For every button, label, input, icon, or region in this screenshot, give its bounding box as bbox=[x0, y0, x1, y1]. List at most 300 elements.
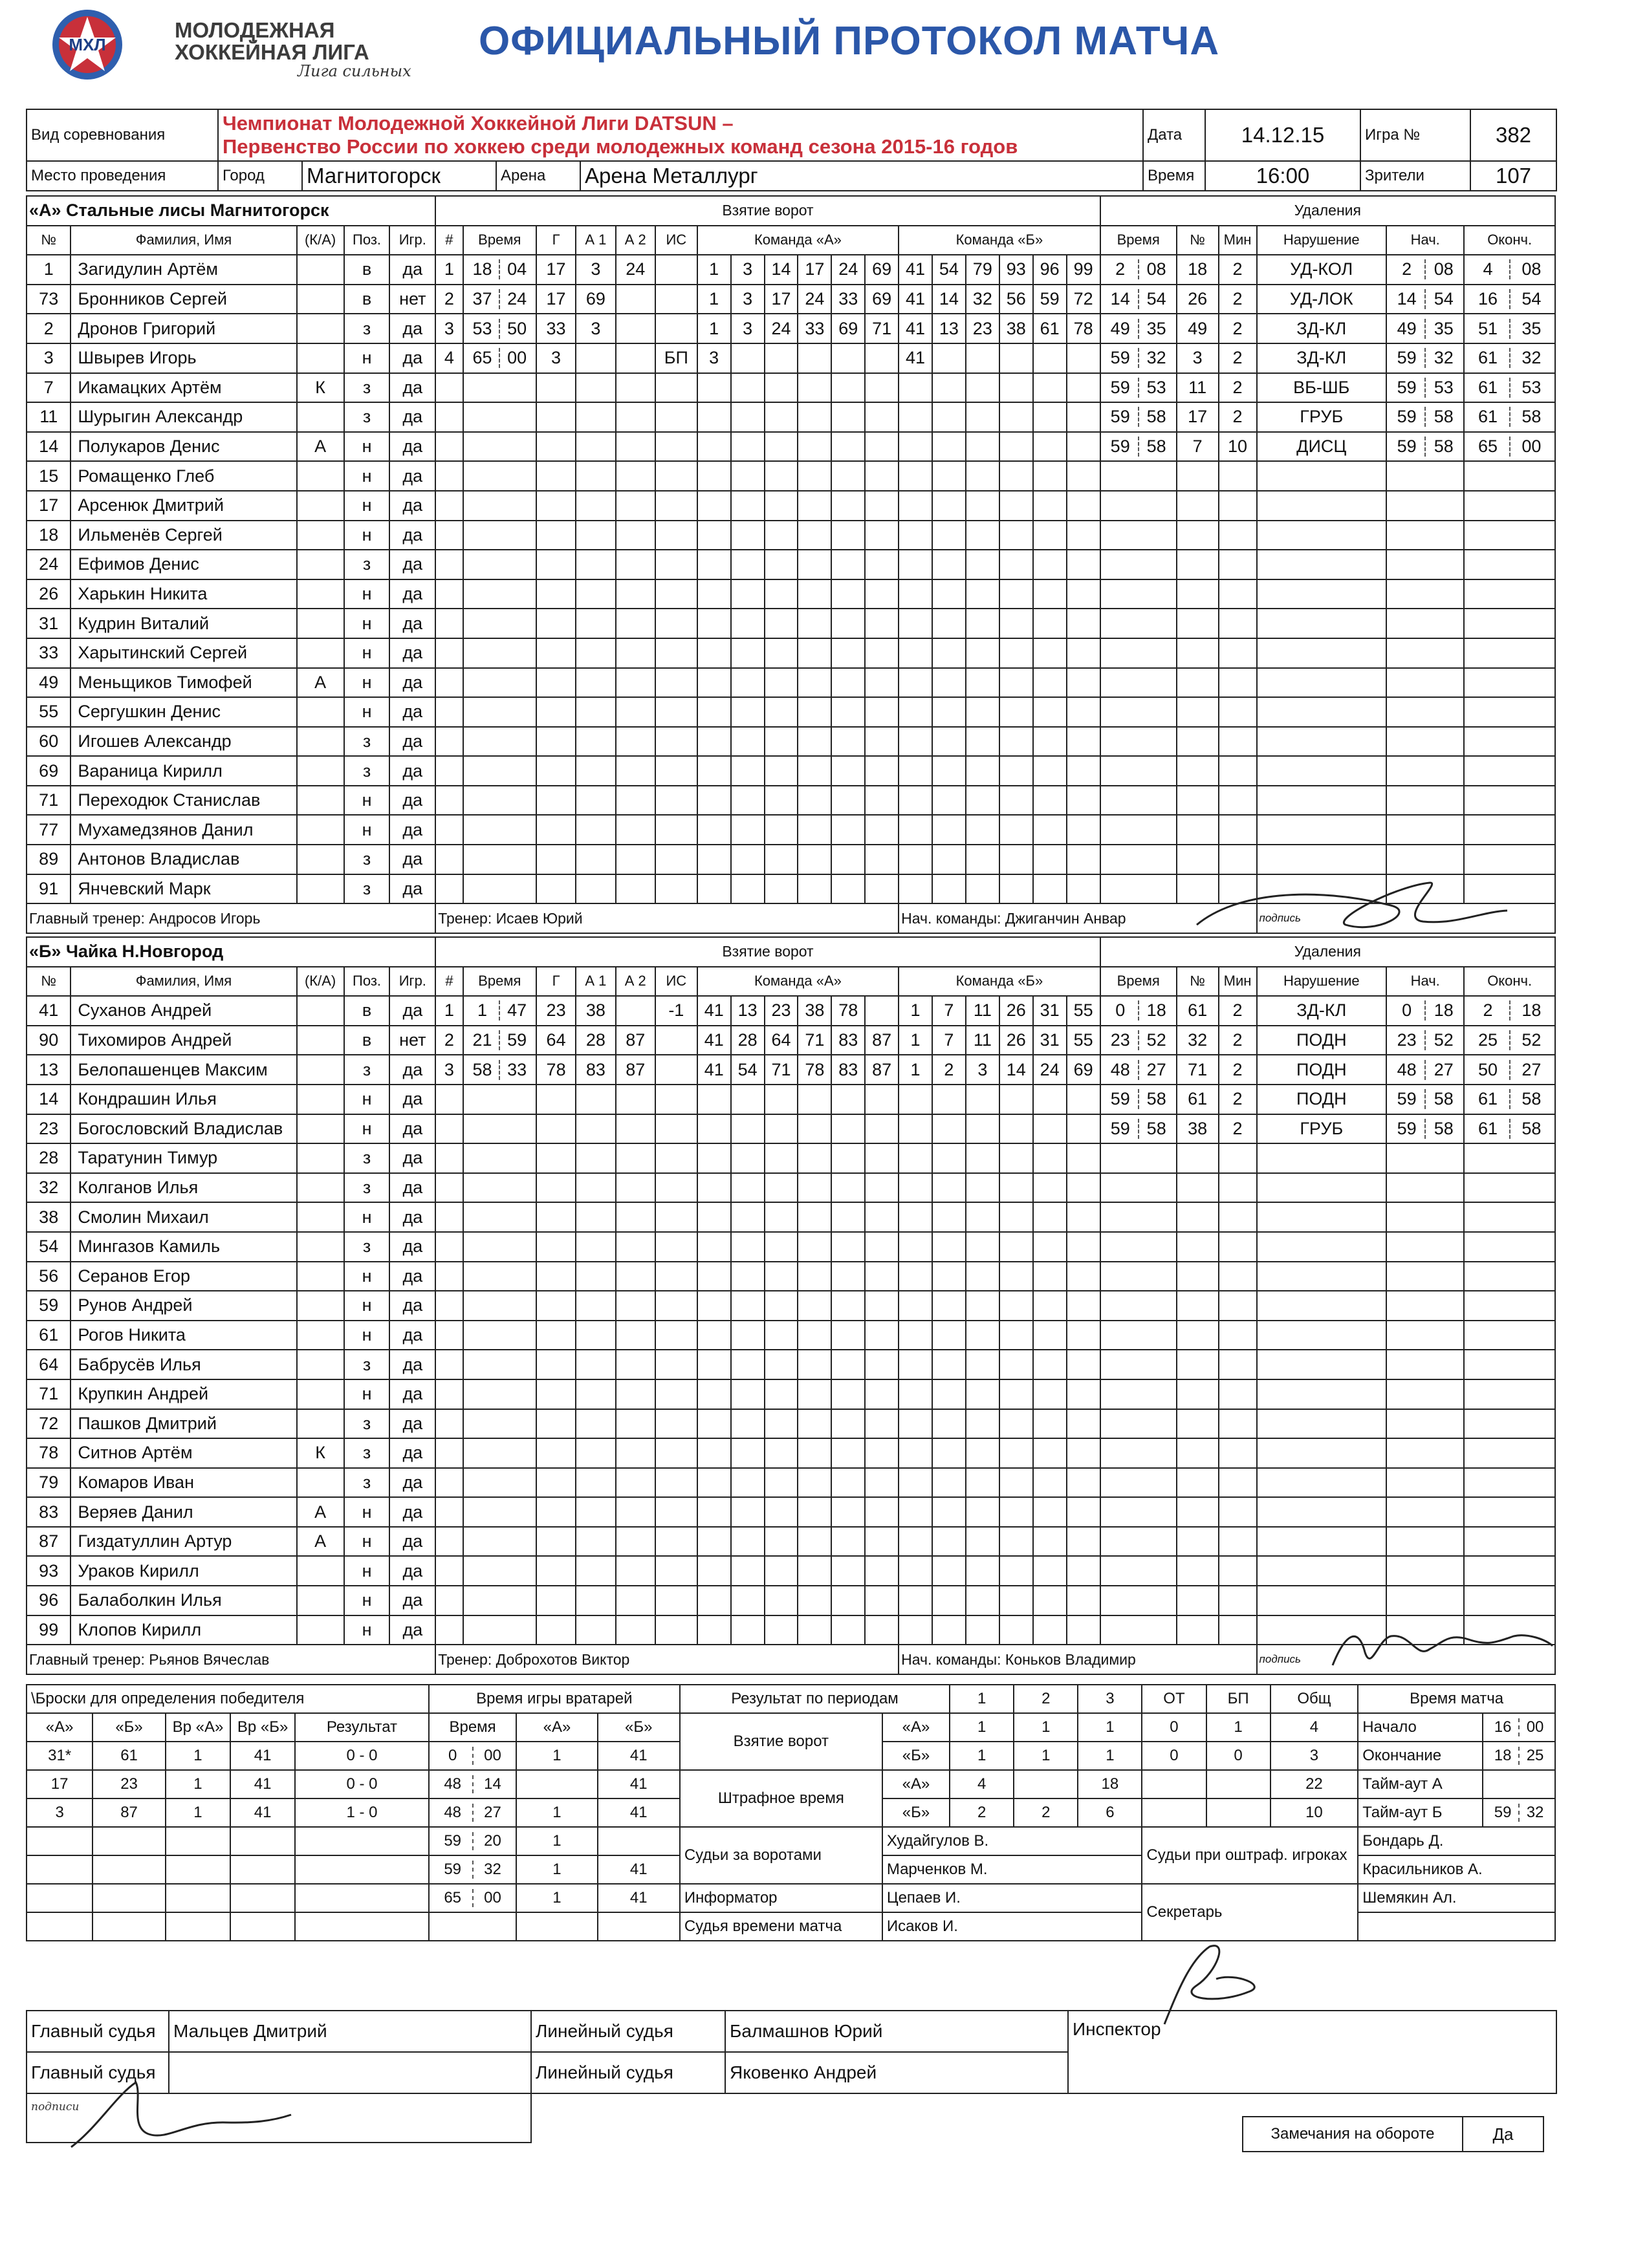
goal-number bbox=[435, 1468, 463, 1498]
pen-end-wrap bbox=[1467, 1439, 1553, 1467]
pen-time-wrap bbox=[1103, 1291, 1174, 1320]
onice-cell bbox=[731, 1438, 765, 1468]
pen-end bbox=[1464, 491, 1555, 521]
onice-cell bbox=[966, 1615, 999, 1645]
onice-cell bbox=[899, 1468, 932, 1498]
pen-start-wrap bbox=[1389, 374, 1461, 402]
onice-cell bbox=[865, 1586, 899, 1615]
onice-cell bbox=[1033, 845, 1067, 874]
onice-a bbox=[831, 343, 865, 373]
goal-cell bbox=[655, 1232, 697, 1262]
player-name: Рунов Андрей bbox=[71, 1291, 296, 1321]
goals-a: 1 bbox=[1206, 1713, 1271, 1742]
player-row bbox=[27, 786, 1555, 815]
goal-assist-1: 38 bbox=[576, 996, 615, 1026]
pen-start-wrap bbox=[1389, 997, 1461, 1025]
player-played: да bbox=[389, 1232, 435, 1262]
player-number: 91 bbox=[27, 874, 71, 904]
linesman-label-2: Линейный судья bbox=[531, 2052, 725, 2093]
team-b-table bbox=[26, 936, 1556, 1675]
onice-cell bbox=[697, 1202, 731, 1232]
player-role bbox=[297, 1143, 344, 1173]
onice-cell bbox=[697, 1173, 731, 1203]
goal-cell bbox=[576, 1379, 615, 1409]
pen-start bbox=[1386, 1143, 1464, 1173]
goal-time-wrap bbox=[466, 462, 534, 490]
player-number: 33 bbox=[27, 638, 71, 668]
onice-cell bbox=[798, 461, 831, 491]
onice-cell bbox=[697, 1527, 731, 1557]
onice-b: 13 bbox=[932, 314, 966, 343]
goal-time-wrap bbox=[466, 875, 534, 903]
pen-start-wrap bbox=[1389, 728, 1461, 756]
goal-number bbox=[435, 402, 463, 432]
pen-end-sec: 00 bbox=[1521, 437, 1542, 457]
spectators: 107 bbox=[1470, 161, 1556, 191]
onice-a: 17 bbox=[798, 255, 831, 285]
goal-cell bbox=[616, 1143, 655, 1173]
pen-end bbox=[1464, 815, 1555, 845]
goal-cell bbox=[616, 432, 655, 462]
pen-time bbox=[1100, 874, 1177, 904]
goal-number bbox=[435, 1202, 463, 1232]
onice-cell bbox=[899, 697, 932, 727]
team-b-label: «Б» bbox=[882, 1742, 950, 1770]
goal-number bbox=[435, 874, 463, 904]
pen-start bbox=[1386, 1085, 1464, 1114]
pen-start-sec: 54 bbox=[1434, 289, 1454, 309]
pen-end bbox=[1464, 343, 1555, 373]
onice-a: 87 bbox=[865, 1026, 899, 1055]
timeout-b bbox=[1483, 1798, 1555, 1827]
pen-time-wrap bbox=[1103, 728, 1174, 756]
player-row bbox=[27, 1438, 1555, 1468]
goal-time bbox=[463, 432, 536, 462]
onice-cell bbox=[697, 461, 731, 491]
pen-minutes bbox=[1219, 1379, 1257, 1409]
pen-player bbox=[1177, 521, 1219, 550]
shootout-header: «А» bbox=[27, 1713, 93, 1742]
onice-cell bbox=[831, 727, 865, 757]
onice-cell bbox=[966, 786, 999, 815]
player-row bbox=[27, 1379, 1555, 1409]
team-a-table bbox=[26, 195, 1556, 934]
onice-cell bbox=[765, 1173, 798, 1203]
goals-title: Взятие ворот bbox=[435, 937, 1100, 967]
onice-cell bbox=[1033, 1438, 1067, 1468]
secretary-sign bbox=[1358, 1912, 1555, 1941]
pen-minutes bbox=[1219, 1468, 1257, 1498]
player-number: 13 bbox=[27, 1055, 71, 1085]
pen-minutes bbox=[1219, 1143, 1257, 1173]
player-position: з bbox=[344, 1232, 390, 1262]
onice-cell bbox=[831, 1173, 865, 1203]
goal-number bbox=[435, 1586, 463, 1615]
onice-cell bbox=[966, 727, 999, 757]
goal-cell bbox=[655, 1379, 697, 1409]
pen-violation bbox=[1257, 579, 1387, 609]
goal-cell bbox=[576, 461, 615, 491]
onice-cell bbox=[932, 756, 966, 786]
onice-a: 14 bbox=[765, 255, 798, 285]
player-name: Сергушкин Денис bbox=[71, 697, 296, 727]
goal-time-wrap bbox=[466, 639, 534, 667]
pen-time-wrap bbox=[1103, 1350, 1174, 1379]
onice-cell bbox=[999, 579, 1033, 609]
onice-b: 72 bbox=[1067, 285, 1100, 314]
goal-time-wrap bbox=[466, 1350, 534, 1379]
shootout-cell bbox=[295, 1827, 429, 1855]
onice-b: 32 bbox=[966, 285, 999, 314]
onice-b: 1 bbox=[899, 996, 932, 1026]
pen-player: 38 bbox=[1177, 1114, 1219, 1144]
player-name: Ситнов Артём bbox=[71, 1438, 296, 1468]
onice-cell bbox=[731, 491, 765, 521]
onice-cell bbox=[865, 1262, 899, 1291]
goalie-time-sec: 27 bbox=[484, 1804, 501, 1821]
goal-situation: -1 bbox=[655, 996, 697, 1026]
player-name: Ураков Кирилл bbox=[71, 1556, 296, 1586]
onice-cell bbox=[831, 1409, 865, 1439]
onice-cell bbox=[798, 1291, 831, 1321]
goal-time-wrap bbox=[466, 255, 534, 284]
pen-end-wrap bbox=[1467, 815, 1553, 844]
onice-cell bbox=[1033, 1350, 1067, 1379]
onice-cell bbox=[932, 1291, 966, 1321]
onice-cell bbox=[697, 1143, 731, 1173]
pen-end-min: 2 bbox=[1467, 1000, 1510, 1021]
venue-table bbox=[26, 160, 1557, 191]
onice-b: 96 bbox=[1033, 255, 1067, 285]
goal-cell bbox=[655, 1143, 697, 1173]
pen-start bbox=[1386, 1291, 1464, 1321]
player-number: 18 bbox=[27, 521, 71, 550]
assist2-header: А 2 bbox=[616, 226, 655, 255]
player-position: н bbox=[344, 579, 390, 609]
onice-cell bbox=[966, 1409, 999, 1439]
player-played: да bbox=[389, 1321, 435, 1350]
goalie-time bbox=[429, 1770, 517, 1798]
shootout-cell: 1 bbox=[166, 1742, 230, 1770]
goal-time-sec: 04 bbox=[507, 259, 527, 279]
onice-cell bbox=[1067, 1438, 1100, 1468]
onice-cell bbox=[798, 432, 831, 462]
player-played: да bbox=[389, 1143, 435, 1173]
onice-cell bbox=[899, 373, 932, 403]
goal-scorer: 17 bbox=[536, 285, 576, 314]
onice-cell bbox=[765, 521, 798, 550]
player-name: Ромащенко Глеб bbox=[71, 461, 296, 491]
onice-cell bbox=[1067, 1291, 1100, 1321]
onice-cell bbox=[966, 1232, 999, 1262]
goal-time-wrap bbox=[466, 997, 534, 1025]
pim-b bbox=[1142, 1798, 1206, 1827]
goal-time bbox=[463, 461, 536, 491]
onice-cell bbox=[932, 1143, 966, 1173]
goal-cell bbox=[616, 638, 655, 668]
pen-player: 61 bbox=[1177, 996, 1219, 1026]
onice-cell bbox=[731, 786, 765, 815]
onice-cell bbox=[731, 1615, 765, 1645]
goal-time-wrap bbox=[466, 757, 534, 785]
player-role bbox=[297, 845, 344, 874]
pen-time-wrap bbox=[1103, 1469, 1174, 1497]
goal-time-wrap bbox=[466, 1557, 534, 1585]
onice-cell bbox=[966, 609, 999, 638]
pen-time bbox=[1100, 432, 1177, 462]
goal-time-wrap bbox=[466, 698, 534, 726]
goal-time-wrap bbox=[466, 1586, 534, 1615]
onice-cell bbox=[932, 1085, 966, 1114]
pen-end-wrap bbox=[1467, 521, 1553, 550]
pen-minutes bbox=[1219, 1321, 1257, 1350]
pen-time bbox=[1100, 756, 1177, 786]
goalie-time-wrap bbox=[433, 1828, 512, 1855]
violation-header: Нарушение bbox=[1257, 967, 1387, 997]
pen-end-min: 61 bbox=[1467, 1119, 1510, 1139]
pen-end-wrap bbox=[1467, 786, 1553, 815]
player-position: з bbox=[344, 373, 390, 403]
onice-a: 24 bbox=[798, 285, 831, 314]
player-number: 59 bbox=[27, 1291, 71, 1321]
goal-time-min: 18 bbox=[466, 259, 501, 279]
goal-cell bbox=[536, 550, 576, 579]
onice-a: 3 bbox=[731, 314, 765, 343]
pen-end bbox=[1464, 1409, 1555, 1439]
pen-end-min: 61 bbox=[1467, 407, 1510, 427]
shootout-cell: 1 - 0 bbox=[295, 1798, 429, 1827]
goal-number bbox=[435, 1143, 463, 1173]
goal-cell bbox=[576, 1173, 615, 1203]
onice-b: 61 bbox=[1033, 314, 1067, 343]
goal-time bbox=[463, 1202, 536, 1232]
goalie-time-min: 48 bbox=[433, 1804, 474, 1822]
onice-cell bbox=[966, 1556, 999, 1586]
player-position: н bbox=[344, 697, 390, 727]
goal-cell bbox=[576, 786, 615, 815]
pen-start bbox=[1386, 255, 1464, 285]
player-name: Комаров Иван bbox=[71, 1468, 296, 1498]
pen-player bbox=[1177, 1262, 1219, 1291]
player-row bbox=[27, 285, 1555, 314]
player-row bbox=[27, 432, 1555, 462]
pen-title: Удаления bbox=[1100, 937, 1555, 967]
onice-cell bbox=[765, 1615, 798, 1645]
goal-time-min: 37 bbox=[466, 289, 501, 309]
goal-number bbox=[435, 1379, 463, 1409]
pen-start bbox=[1386, 1586, 1464, 1615]
player-role bbox=[297, 579, 344, 609]
pen-player bbox=[1177, 638, 1219, 668]
goal-number bbox=[435, 668, 463, 698]
goal-cell bbox=[576, 1202, 615, 1232]
pen-time bbox=[1100, 668, 1177, 698]
goal-situation bbox=[655, 285, 697, 314]
onice-cell bbox=[1033, 1202, 1067, 1232]
player-role bbox=[297, 609, 344, 638]
onice-cell bbox=[999, 697, 1033, 727]
onice-cell bbox=[865, 609, 899, 638]
pen-start-wrap bbox=[1389, 1498, 1461, 1526]
pen-start-min: 59 bbox=[1389, 1119, 1426, 1139]
goal-time bbox=[463, 255, 536, 285]
player-role bbox=[297, 550, 344, 579]
pen-violation bbox=[1257, 668, 1387, 698]
player-row bbox=[27, 1262, 1555, 1291]
onice-b: 79 bbox=[966, 255, 999, 285]
goalie-time-sec: 00 bbox=[484, 1889, 501, 1906]
player-played: да bbox=[389, 1615, 435, 1645]
pos-header: Поз. bbox=[344, 226, 390, 255]
onice-b: 31 bbox=[1033, 996, 1067, 1026]
onice-cell bbox=[798, 373, 831, 403]
onice-cell bbox=[865, 874, 899, 904]
onice-cell bbox=[932, 638, 966, 668]
pen-violation bbox=[1257, 1350, 1387, 1379]
goalie-time-wrap bbox=[433, 1913, 512, 1940]
goal-cell bbox=[655, 1350, 697, 1379]
goal-time-wrap bbox=[466, 845, 534, 874]
onice-cell bbox=[831, 668, 865, 698]
goalie-title: Время игры вратарей bbox=[429, 1685, 680, 1713]
onice-cell bbox=[999, 1615, 1033, 1645]
team-a-onice-header: Команда «А» bbox=[697, 226, 899, 255]
onice-cell bbox=[932, 1379, 966, 1409]
player-number: 49 bbox=[27, 668, 71, 698]
player-played: да bbox=[389, 668, 435, 698]
pen-start bbox=[1386, 1438, 1464, 1468]
goal-scorer: 23 bbox=[536, 996, 576, 1026]
shootout-cell bbox=[27, 1855, 93, 1884]
onice-cell bbox=[1033, 638, 1067, 668]
goalie-time-sec: 00 bbox=[484, 1747, 501, 1764]
goal-number bbox=[435, 697, 463, 727]
goal-cell bbox=[576, 874, 615, 904]
onice-cell bbox=[899, 1173, 932, 1203]
onice-cell bbox=[1033, 1143, 1067, 1173]
pen-minutes bbox=[1219, 1615, 1257, 1645]
player-position: н bbox=[344, 1615, 390, 1645]
onice-cell bbox=[1033, 550, 1067, 579]
goal-cell bbox=[576, 550, 615, 579]
player-played: да bbox=[389, 1556, 435, 1586]
pen-violation bbox=[1257, 1291, 1387, 1321]
onice-cell bbox=[999, 432, 1033, 462]
player-played: нет bbox=[389, 1026, 435, 1055]
goal-cell bbox=[616, 1527, 655, 1557]
onice-cell bbox=[1067, 668, 1100, 698]
pen-time bbox=[1100, 550, 1177, 579]
pen-start bbox=[1386, 1497, 1464, 1527]
onice-cell bbox=[865, 1379, 899, 1409]
pim-b: 10 bbox=[1271, 1798, 1358, 1827]
pen-start-wrap bbox=[1389, 521, 1461, 550]
pen-start-wrap bbox=[1389, 1026, 1461, 1055]
goal-time-wrap bbox=[466, 786, 534, 815]
shootout-cell: 0 - 0 bbox=[295, 1742, 429, 1770]
pen-start-wrap bbox=[1389, 845, 1461, 874]
pen-time-wrap bbox=[1103, 1174, 1174, 1202]
goalie-b: 41 bbox=[598, 1884, 680, 1912]
goal-assist-2: 87 bbox=[616, 1026, 655, 1055]
pen-start-wrap bbox=[1389, 314, 1461, 343]
goal-cell bbox=[576, 1556, 615, 1586]
pen-player bbox=[1177, 550, 1219, 579]
player-number: 72 bbox=[27, 1409, 71, 1439]
onice-cell bbox=[798, 668, 831, 698]
onice-cell bbox=[731, 461, 765, 491]
onice-cell bbox=[966, 579, 999, 609]
pen-violation bbox=[1257, 638, 1387, 668]
goal-time-min: 65 bbox=[466, 348, 501, 368]
pen-start-wrap bbox=[1389, 698, 1461, 726]
pen-time-sec: 58 bbox=[1146, 407, 1166, 427]
pen-time bbox=[1100, 1350, 1177, 1379]
onice-b: 14 bbox=[999, 1055, 1033, 1085]
player-number: 26 bbox=[27, 579, 71, 609]
onice-cell bbox=[765, 1085, 798, 1114]
pen-violation: ПОДН bbox=[1257, 1026, 1387, 1055]
onice-cell bbox=[798, 1262, 831, 1291]
goals-b: 0 bbox=[1142, 1742, 1206, 1770]
pen-time-wrap bbox=[1103, 344, 1174, 373]
goal-number bbox=[435, 845, 463, 874]
player-name: Веряев Данил bbox=[71, 1497, 296, 1527]
pen-time-wrap bbox=[1103, 1616, 1174, 1645]
pen-start bbox=[1386, 579, 1464, 609]
onice-a: 28 bbox=[731, 1026, 765, 1055]
onice-cell bbox=[697, 1232, 731, 1262]
goalie-time-wrap bbox=[433, 1799, 512, 1826]
goal-cell bbox=[536, 1321, 576, 1350]
onice-cell bbox=[999, 609, 1033, 638]
pen-end bbox=[1464, 461, 1555, 491]
onice-cell bbox=[765, 1321, 798, 1350]
onice-cell bbox=[697, 1379, 731, 1409]
onice-cell bbox=[899, 550, 932, 579]
onice-cell bbox=[697, 432, 731, 462]
pen-end-sec: 18 bbox=[1521, 1000, 1542, 1021]
onice-b: 38 bbox=[999, 314, 1033, 343]
goal-cell bbox=[576, 1321, 615, 1350]
player-position: н bbox=[344, 1321, 390, 1350]
shootout-header: Результат bbox=[295, 1713, 429, 1742]
onice-a bbox=[865, 343, 899, 373]
pen-time-wrap bbox=[1103, 875, 1174, 903]
comp-line2: Первенство России по хоккею среди молодежных команд сезона 2015-16 годов bbox=[223, 135, 1018, 158]
player-number: 28 bbox=[27, 1143, 71, 1173]
goal-cell bbox=[536, 1350, 576, 1379]
player-role bbox=[297, 638, 344, 668]
onice-a: 64 bbox=[765, 1026, 798, 1055]
goal-cell bbox=[616, 1232, 655, 1262]
player-position: н bbox=[344, 609, 390, 638]
pen-end bbox=[1464, 1173, 1555, 1203]
onice-cell bbox=[966, 1085, 999, 1114]
goal-number bbox=[435, 609, 463, 638]
onice-cell bbox=[1067, 697, 1100, 727]
pen-violation bbox=[1257, 1173, 1387, 1203]
goal-cell bbox=[655, 1497, 697, 1527]
onice-a: 71 bbox=[765, 1055, 798, 1085]
goal-cell bbox=[655, 1321, 697, 1350]
shootout-cell: 61 bbox=[93, 1742, 166, 1770]
onice-cell bbox=[1067, 786, 1100, 815]
player-role: К bbox=[297, 1438, 344, 1468]
goal-cell bbox=[616, 697, 655, 727]
date-label: Дата bbox=[1143, 109, 1205, 161]
penbox-1: Бондарь Д. bbox=[1358, 1827, 1555, 1855]
